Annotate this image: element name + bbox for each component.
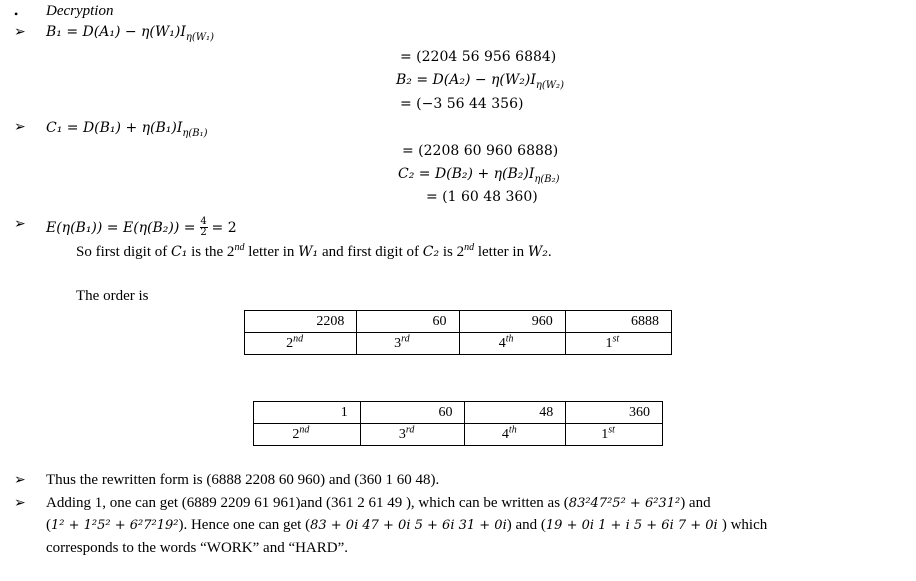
arrow-bullet-icon: ➢ <box>14 24 26 40</box>
table-cell: 2nd <box>254 424 361 446</box>
table-row <box>245 311 672 333</box>
c1-definition: $C_1 = D(B_1) + \eta(B_1)I_{\eta(B_1)}$ <box>46 120 208 139</box>
table-cell: 1st <box>566 424 663 446</box>
arrow-bullet-icon: ➢ <box>14 119 26 135</box>
table-cell: 6888 <box>565 311 671 333</box>
section-heading: Decryption <box>46 3 114 19</box>
c1-value: = (2208 60 960 6888) <box>402 143 559 159</box>
c2-value: = (1 60 48 360) <box>426 189 538 205</box>
table-cell: 60 <box>357 311 459 333</box>
b2-value: = (−3 56 44 356) <box>400 96 524 112</box>
adding-one-line-2: (1² + 1²5² + 6²7²19²). Hence one can get (83 + 0i 47 + 0i 5 + 6i 31 + 0i) and (19 + 0i 1 + i 5 + 6i 7 + 0i ) which <box>46 517 768 533</box>
table-cell: 60 <box>360 402 465 424</box>
order-label: The order is <box>76 288 149 304</box>
digit-order-sentence: So first digit of C₁ is the 2nd letter in W₁ and first digit of C₂ is 2nd letter in W₂. <box>76 242 552 260</box>
fraction-denominator: 2 <box>200 227 207 238</box>
table-cell: 2nd <box>245 333 357 355</box>
table-row <box>245 333 672 355</box>
b1-definition: $B_1 = D(A_1) - \eta(W_1)I_{\eta(W_1)}$ <box>46 24 214 43</box>
table-cell: 2208 <box>245 311 357 333</box>
table-cell: 360 <box>566 402 663 424</box>
expectation-equation: E(η(B₁)) = E(η(B₂)) = 4 2 = 2 <box>46 216 237 238</box>
rewritten-form-sentence: Thus the rewritten form is (6888 2208 60 960) and (360 1 60 48). <box>46 472 440 488</box>
adding-one-line-1: Adding 1, one can get (6889 2209 61 961)and (361 2 61 49 ), which can be written as (83²47²5² + 6²31²) and <box>46 495 711 511</box>
table-cell: 1st <box>565 333 671 355</box>
table-cell: 1 <box>254 402 361 424</box>
table-cell: 4th <box>459 333 565 355</box>
order-table-2 <box>253 401 663 446</box>
table-row <box>254 402 663 424</box>
table-cell: 3rd <box>360 424 465 446</box>
table-row <box>254 424 663 446</box>
adding-one-line-3: corresponds to the words “WORK” and “HARD”. <box>46 540 349 556</box>
b1-value: = (2204 56 956 6884) <box>400 49 557 65</box>
table-cell: 48 <box>465 402 566 424</box>
arrow-bullet-icon: ➢ <box>14 216 26 232</box>
arrow-bullet-icon: ➢ <box>14 472 26 488</box>
table-cell: 960 <box>459 311 565 333</box>
table-cell: 3rd <box>357 333 459 355</box>
fraction-numerator: 4 <box>200 216 207 227</box>
b2-definition: $B_2 = D(A_2) - \eta(W_2)I_{\eta(W_2)}$ <box>396 72 564 91</box>
arrow-bullet-icon: ➢ <box>14 495 26 511</box>
bullet-icon: • <box>14 7 19 21</box>
order-table-1 <box>244 310 672 355</box>
table-cell: 4th <box>465 424 566 446</box>
c2-definition: $C_2 = D(B_2) + \eta(B_2)I_{\eta(B_2)}$ <box>398 166 560 185</box>
